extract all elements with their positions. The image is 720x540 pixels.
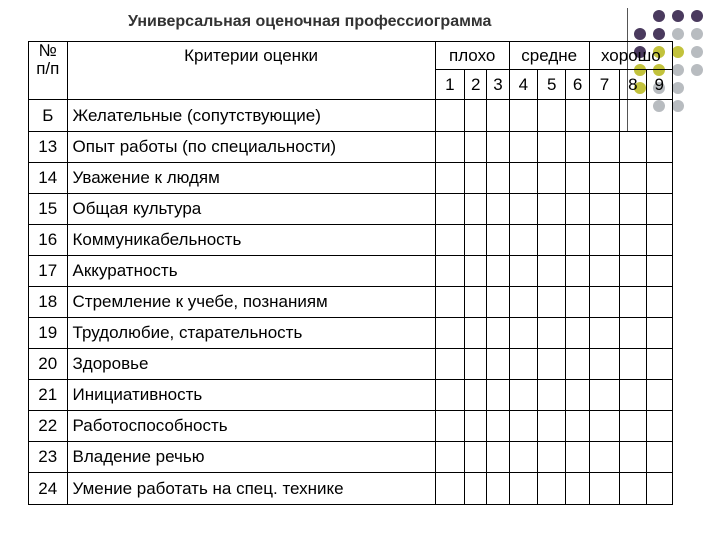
score-cell[interactable] (620, 287, 646, 318)
score-cell[interactable] (620, 256, 646, 287)
score-cell[interactable] (646, 473, 672, 505)
score-cell[interactable] (538, 256, 566, 287)
criterion-label: Стремление к учебе, познаниям (67, 287, 435, 318)
score-cell[interactable] (589, 194, 619, 225)
score-cell[interactable] (589, 256, 619, 287)
score-cell[interactable] (487, 442, 509, 473)
score-cell[interactable] (538, 100, 566, 132)
score-cell[interactable] (589, 411, 619, 442)
score-cell[interactable] (566, 473, 589, 505)
row-number: 15 (29, 194, 68, 225)
score-cell[interactable] (566, 100, 589, 132)
score-cell[interactable] (465, 132, 487, 163)
row-number: 24 (29, 473, 68, 505)
score-cell[interactable] (566, 287, 589, 318)
score-cell[interactable] (465, 318, 487, 349)
table-row (29, 256, 673, 287)
score-cell[interactable] (487, 256, 509, 287)
score-cell[interactable] (509, 163, 537, 194)
decorative-dot-icon (653, 28, 665, 40)
decorative-dot-icon (634, 28, 646, 40)
score-cell[interactable] (566, 380, 589, 411)
score-cell[interactable] (620, 380, 646, 411)
score-cell[interactable] (620, 194, 646, 225)
score-cell[interactable] (435, 225, 464, 256)
score-cell[interactable] (538, 473, 566, 505)
table-row (29, 411, 673, 442)
criterion-label: Уважение к людям (67, 163, 435, 194)
score-cell[interactable] (487, 473, 509, 505)
score-cell[interactable] (435, 256, 464, 287)
score-cell[interactable] (435, 318, 464, 349)
score-cell[interactable] (487, 100, 509, 132)
score-cell[interactable] (589, 163, 619, 194)
row-number: Б (29, 100, 68, 132)
criterion-label: Владение речью (67, 442, 435, 473)
score-cell[interactable] (509, 256, 537, 287)
score-cell[interactable] (646, 442, 672, 473)
score-cell[interactable] (538, 225, 566, 256)
table-row (29, 132, 673, 163)
row-number: 13 (29, 132, 68, 163)
decorative-dot-icon (672, 82, 684, 94)
decorative-dot-icon (691, 64, 703, 76)
table-header-row (29, 42, 673, 70)
score-cell[interactable] (589, 287, 619, 318)
score-cell[interactable] (509, 287, 537, 318)
score-cell[interactable] (589, 473, 619, 505)
score-cell[interactable] (538, 132, 566, 163)
criterion-label: Коммуникабельность (67, 225, 435, 256)
score-cell[interactable] (465, 442, 487, 473)
slide-title: Универсальная оценочная профессиограмма (128, 13, 492, 30)
scale-cell: 1 (435, 70, 464, 100)
score-cell[interactable] (509, 473, 537, 505)
score-cell[interactable] (566, 194, 589, 225)
table-row (29, 194, 673, 225)
criterion-label: Здоровье (67, 349, 435, 380)
score-cell[interactable] (646, 287, 672, 318)
decorative-dot-icon (672, 10, 684, 22)
decorative-dot-icon (691, 10, 703, 22)
score-cell[interactable] (620, 225, 646, 256)
table-row (29, 318, 673, 349)
score-cell[interactable] (589, 349, 619, 380)
score-cell[interactable] (465, 411, 487, 442)
row-number: 18 (29, 287, 68, 318)
score-cell[interactable] (435, 132, 464, 163)
scale-cell: 3 (487, 70, 509, 100)
criterion-label: Аккуратность (67, 256, 435, 287)
score-cell[interactable] (487, 225, 509, 256)
score-cell[interactable] (620, 132, 646, 163)
score-cell[interactable] (435, 442, 464, 473)
score-cell[interactable] (589, 442, 619, 473)
score-cell[interactable] (487, 194, 509, 225)
score-cell[interactable] (620, 100, 646, 132)
score-cell[interactable] (566, 442, 589, 473)
criterion-label: Инициативность (67, 380, 435, 411)
score-cell[interactable] (509, 132, 537, 163)
score-cell[interactable] (566, 163, 589, 194)
number-sign: № (38, 41, 57, 60)
score-cell[interactable] (435, 349, 464, 380)
score-cell[interactable] (465, 473, 487, 505)
score-cell[interactable] (646, 380, 672, 411)
table-row (29, 100, 673, 132)
score-cell[interactable] (538, 442, 566, 473)
score-cell[interactable] (487, 318, 509, 349)
evaluation-table (28, 41, 673, 505)
score-cell[interactable] (646, 256, 672, 287)
score-cell[interactable] (465, 380, 487, 411)
score-cell[interactable] (509, 349, 537, 380)
score-cell[interactable] (646, 100, 672, 132)
row-number: 16 (29, 225, 68, 256)
row-number: 14 (29, 163, 68, 194)
decorative-dot-icon (691, 28, 703, 40)
score-cell[interactable] (538, 349, 566, 380)
score-cell[interactable] (620, 318, 646, 349)
score-cell[interactable] (620, 411, 646, 442)
score-cell[interactable] (620, 473, 646, 505)
score-cell[interactable] (538, 287, 566, 318)
decorative-dot-icon (672, 64, 684, 76)
table-row (29, 163, 673, 194)
score-cell[interactable] (566, 318, 589, 349)
scale-cell: 6 (566, 70, 589, 100)
table-row (29, 349, 673, 380)
score-cell[interactable] (465, 225, 487, 256)
score-cell[interactable] (435, 100, 464, 132)
number-column-header (29, 42, 68, 100)
score-cell[interactable] (487, 163, 509, 194)
criterion-label: Трудолюбие, старательность (67, 318, 435, 349)
score-cell[interactable] (589, 100, 619, 132)
score-cell[interactable] (509, 442, 537, 473)
score-cell[interactable] (646, 411, 672, 442)
score-cell[interactable] (465, 100, 487, 132)
score-cell[interactable] (646, 318, 672, 349)
criterion-label: Желательные (сопутствующие) (67, 100, 435, 132)
score-cell[interactable] (538, 194, 566, 225)
score-cell[interactable] (566, 132, 589, 163)
score-cell[interactable] (620, 349, 646, 380)
criteria-column-header: Критерии оценки (67, 42, 435, 100)
score-cell[interactable] (589, 318, 619, 349)
decorative-dot-icon (653, 10, 665, 22)
score-cell[interactable] (465, 163, 487, 194)
decorative-dot-icon (672, 46, 684, 58)
row-number: 17 (29, 256, 68, 287)
score-cell[interactable] (465, 349, 487, 380)
row-number: 23 (29, 442, 68, 473)
row-number: 20 (29, 349, 68, 380)
criterion-label: Работоспособность (67, 411, 435, 442)
score-cell[interactable] (589, 225, 619, 256)
score-cell[interactable] (509, 411, 537, 442)
score-cell[interactable] (566, 411, 589, 442)
score-cell[interactable] (566, 256, 589, 287)
scale-cell: 5 (538, 70, 566, 100)
scale-cell: 4 (509, 70, 537, 100)
score-cell[interactable] (538, 318, 566, 349)
scale-cell: 7 (589, 70, 619, 100)
score-cell[interactable] (435, 194, 464, 225)
criterion-label: Умение работать на спец. технике (67, 473, 435, 505)
decorative-dot-icon (691, 46, 703, 58)
table-row (29, 473, 673, 505)
score-cell[interactable] (435, 411, 464, 442)
score-cell[interactable] (646, 163, 672, 194)
score-cell[interactable] (589, 380, 619, 411)
score-cell[interactable] (465, 194, 487, 225)
score-cell[interactable] (509, 194, 537, 225)
score-cell[interactable] (509, 380, 537, 411)
scale-cell: 9 (646, 70, 672, 100)
score-cell[interactable] (487, 287, 509, 318)
row-number: 19 (29, 318, 68, 349)
score-cell[interactable] (509, 225, 537, 256)
score-cell[interactable] (435, 473, 464, 505)
score-cell[interactable] (435, 163, 464, 194)
score-cell[interactable] (487, 380, 509, 411)
score-cell[interactable] (538, 411, 566, 442)
table-row (29, 380, 673, 411)
score-cell[interactable] (620, 163, 646, 194)
table-row (29, 225, 673, 256)
number-abbrev: п/п (36, 59, 60, 78)
score-cell[interactable] (566, 225, 589, 256)
criterion-label: Опыт работы (по специальности) (67, 132, 435, 163)
score-cell[interactable] (509, 318, 537, 349)
score-cell[interactable] (487, 411, 509, 442)
scale-cell: 8 (620, 70, 646, 100)
grade-label-bad: плохо (435, 42, 509, 70)
decorative-dot-icon (672, 100, 684, 112)
score-cell[interactable] (538, 163, 566, 194)
table-row (29, 442, 673, 473)
scale-cell: 2 (465, 70, 487, 100)
score-cell[interactable] (620, 442, 646, 473)
criterion-label: Общая культура (67, 194, 435, 225)
score-cell[interactable] (566, 349, 589, 380)
score-cell[interactable] (509, 100, 537, 132)
grade-label-good: хорошо (589, 42, 672, 70)
score-cell[interactable] (538, 380, 566, 411)
table-row (29, 287, 673, 318)
score-cell[interactable] (465, 256, 487, 287)
score-cell[interactable] (487, 349, 509, 380)
score-cell[interactable] (589, 132, 619, 163)
grade-label-average: средне (509, 42, 589, 70)
score-cell[interactable] (435, 380, 464, 411)
row-number: 21 (29, 380, 68, 411)
row-number: 22 (29, 411, 68, 442)
score-cell[interactable] (646, 225, 672, 256)
score-cell[interactable] (435, 287, 464, 318)
score-cell[interactable] (465, 287, 487, 318)
score-cell[interactable] (646, 349, 672, 380)
score-cell[interactable] (646, 132, 672, 163)
score-cell[interactable] (646, 194, 672, 225)
decorative-dot-icon (672, 28, 684, 40)
score-cell[interactable] (487, 132, 509, 163)
